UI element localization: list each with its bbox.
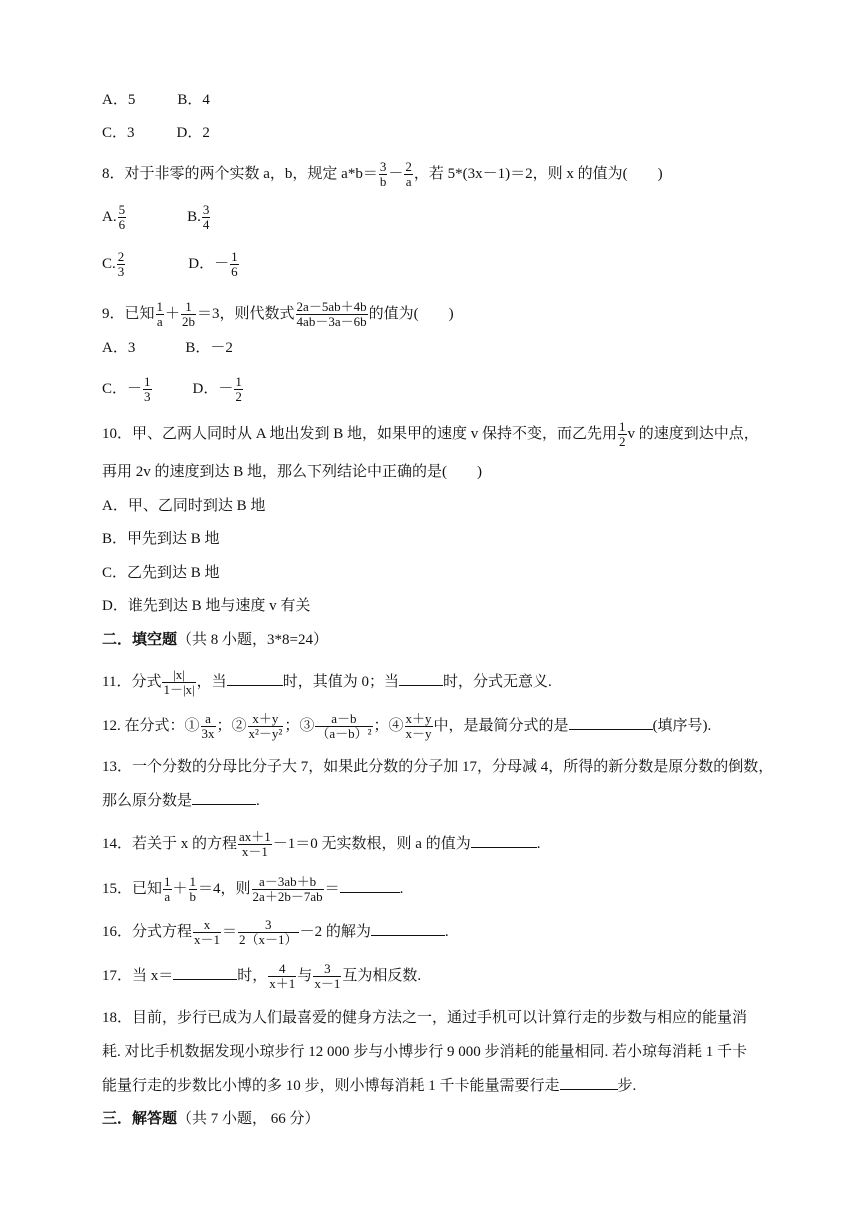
q12-stem: [102, 712, 711, 741]
q8-options-row2: [102, 250, 240, 279]
q12-sep-4: ；④: [373, 717, 404, 734]
q12-text: 12. 在分式：①: [102, 717, 200, 734]
q16-equals: ＝: [222, 923, 238, 940]
q8-option-d: D．－ $\frac{1}{6}$: [188, 249, 238, 279]
q9-options-row2: [102, 375, 244, 404]
q11-frac: $\frac{|x|}{1-|x|}$: [163, 667, 195, 697]
section-2-heading: [102, 630, 328, 650]
q14-text-2: －1＝0 无实数根，则 a 的值为: [272, 835, 471, 852]
q18-line-1: 18．目前，步行已成为人们最喜爱的健身方法之一，通过手机可以计算行走的步数与相应的能量消: [102, 1010, 748, 1026]
q10-option-d: D．谁先到达 B 地与速度 v 有关: [102, 598, 311, 614]
q14-period: .: [536, 835, 541, 852]
q14-blank[interactable]: [471, 833, 537, 848]
q13-line-1: 13．一个分数的分母比分子大 7，如果此分数的分子加 17，分母减 4，所得的新分数是原分数的倒数，: [102, 759, 774, 775]
q15-blank[interactable]: [340, 878, 400, 893]
q11-blank-2[interactable]: [399, 671, 443, 686]
q11-blank-1[interactable]: [227, 671, 283, 686]
q16-blank[interactable]: [371, 921, 445, 936]
q9-options-row1: [102, 338, 233, 358]
q13-line-2: [102, 790, 260, 811]
q17-frac-2: $\frac{3}{x-1}$: [314, 961, 341, 991]
q8-minus: －: [388, 165, 404, 182]
q14-text: 14．若关于 x 的方程: [102, 835, 238, 852]
q8-option-c: C. $\frac{2}{3}$: [102, 249, 125, 279]
q17-text: 17．当 x＝: [102, 967, 174, 984]
q10-text: 10．甲、乙两人同时从 A 地出发到 B 地，如果甲的速度 v 保持不变，而乙先用: [102, 425, 618, 442]
q17-text-2: 时，: [237, 967, 268, 984]
q11-text-2: ，当: [196, 673, 227, 690]
q8-option-a: A. $\frac{5}{6}$: [102, 202, 126, 232]
q15-plus: ＋: [172, 880, 188, 897]
q15-text-2: ＝4，则: [198, 880, 251, 897]
q10-option-b: B．甲先到达 B 地: [102, 531, 220, 547]
q9-option-b: B．－2: [185, 340, 233, 356]
q9-text: 9．已知: [102, 305, 155, 322]
q15-frac-3: $\frac{a-3ab+b}{2a+2b-7ab}$: [252, 874, 323, 904]
q12-frac-1: $\frac{a}{3x}$: [201, 711, 215, 741]
q12-text-3: (填序号).: [652, 717, 712, 734]
section-3-heading: [102, 1109, 320, 1129]
q16-text-2: －2 的解为: [299, 923, 371, 940]
q7-options-row2: [102, 123, 210, 143]
q7-option-d: D．2: [176, 125, 210, 141]
q15-period: .: [399, 880, 404, 897]
q13-blank[interactable]: [192, 790, 256, 805]
q13-period: .: [256, 793, 260, 809]
q16-frac-2: $\frac{3}{2(x-1)}$: [239, 917, 298, 947]
q10-option-c: C．乙先到达 B 地: [102, 565, 220, 581]
q18-text: 能量行走的步数比小博的多 10 步，则小博每消耗 1 千卡能量需要行走: [102, 1078, 560, 1094]
q12-frac-2: $\frac{x+y}{\text{x²－y²}}$: [248, 711, 283, 741]
q9-frac-1: $\frac{1}{a}$: [156, 299, 164, 329]
q18-unit: 步.: [617, 1078, 637, 1094]
q8-text-2: ，若 5*(3x－1)＝2，则 x 的值为( ): [413, 165, 663, 182]
q9-text-3: 的值为( ): [368, 305, 454, 322]
q17-text-3: 互为相反数.: [342, 967, 422, 984]
q9-text-2: ＝3，则代数式: [197, 305, 295, 322]
q7-option-b: B．4: [177, 92, 210, 108]
q10-option-a: A．甲、乙同时到达 B 地: [102, 498, 266, 514]
q12-blank[interactable]: [569, 715, 653, 730]
q16-frac-1: $\frac{x}{x-1}$: [194, 917, 221, 947]
q15-frac-1: $\frac{1}{a}$: [164, 874, 171, 904]
q11-text-3: 时，其值为 0；当: [282, 673, 399, 690]
q8-frac-2: $\frac{2}{a}$: [405, 159, 412, 189]
q18-line-3: [102, 1075, 636, 1096]
q12-text-2: 中，是最简分式的是: [433, 717, 569, 734]
q16-text: 16．分式方程: [102, 923, 193, 940]
q9-plus: ＋: [165, 305, 181, 322]
q13-text: 那么原分数是: [102, 793, 193, 809]
q16-period: .: [444, 923, 449, 940]
q7-options-row1: [102, 90, 210, 110]
q9-frac-3: $\frac{2a-5ab+4b}{4ab-3a-6b}$: [296, 299, 367, 329]
q14-frac: $\frac{ax+1}{x-1}$: [239, 829, 271, 859]
q15-stem: [102, 875, 403, 904]
q15-equals: ＝: [324, 880, 340, 897]
q10-text-2: v 的速度到达中点，: [627, 425, 759, 442]
q8-option-b: B. $\frac{3}{4}$: [187, 202, 210, 232]
q16-stem: [102, 918, 449, 947]
q11-text-4: 时，分式无意义.: [442, 673, 552, 690]
q9-option-a: A．3: [102, 340, 136, 356]
q8-frac-1: $\frac{3}{b}$: [379, 159, 387, 189]
q9-stem: [102, 300, 454, 329]
q9-option-d: D．－ $\frac{1}{2}$: [192, 374, 242, 404]
q8-options-row1: [102, 203, 211, 232]
q11-text: 11．分式: [102, 673, 162, 690]
q15-frac-2: $\frac{1}{b}$: [189, 874, 197, 904]
q12-sep-3: ；③: [284, 717, 315, 734]
q7-option-c: C．3: [102, 125, 135, 141]
q8-text: 8．对于非零的两个实数 a，b，规定 a*b＝: [102, 165, 378, 182]
q7-option-a: A．5: [102, 92, 136, 108]
q15-text: 15．已知: [102, 880, 163, 897]
section-3-note: （共 7 小题， 66 分）: [177, 1111, 320, 1127]
q10-stem-2: 再用 2v 的速度到达 B 地，那么下列结论中正确的是( ): [102, 464, 482, 480]
q12-frac-4: $\frac{x+y}{x-y}$: [405, 711, 432, 741]
q10-stem-1: [102, 420, 759, 449]
q8-stem: [102, 160, 663, 189]
q18-blank[interactable]: [560, 1075, 618, 1090]
section-3-title: 三．解答题: [102, 1111, 178, 1127]
q9-frac-2: $\frac{1}{2b}$: [182, 299, 196, 329]
q17-frac-1: $\frac{4}{x+1}$: [269, 961, 296, 991]
q17-stem: [102, 962, 421, 991]
q17-blank[interactable]: [173, 965, 237, 980]
q11-stem: [102, 668, 552, 697]
q10-frac: $\frac{1}{2}$: [619, 419, 626, 449]
q14-stem: [102, 830, 540, 859]
q17-with: 与: [297, 967, 313, 984]
q12-frac-3: $\frac{a-b}{\text{（a－b）²}}$: [316, 711, 372, 741]
q9-option-c: C．－ $\frac{1}{3}$: [102, 374, 151, 404]
section-2-title: 二．填空题: [102, 632, 178, 648]
q12-sep-2: ；②: [216, 717, 247, 734]
section-2-note: （共 8 小题，3*8=24）: [177, 632, 328, 648]
q18-line-2: 耗. 对比手机数据发现小琼步行 12 000 步与小博步行 9 000 步消耗的能量相同. 若小琼每消耗 1 千卡: [102, 1044, 748, 1060]
